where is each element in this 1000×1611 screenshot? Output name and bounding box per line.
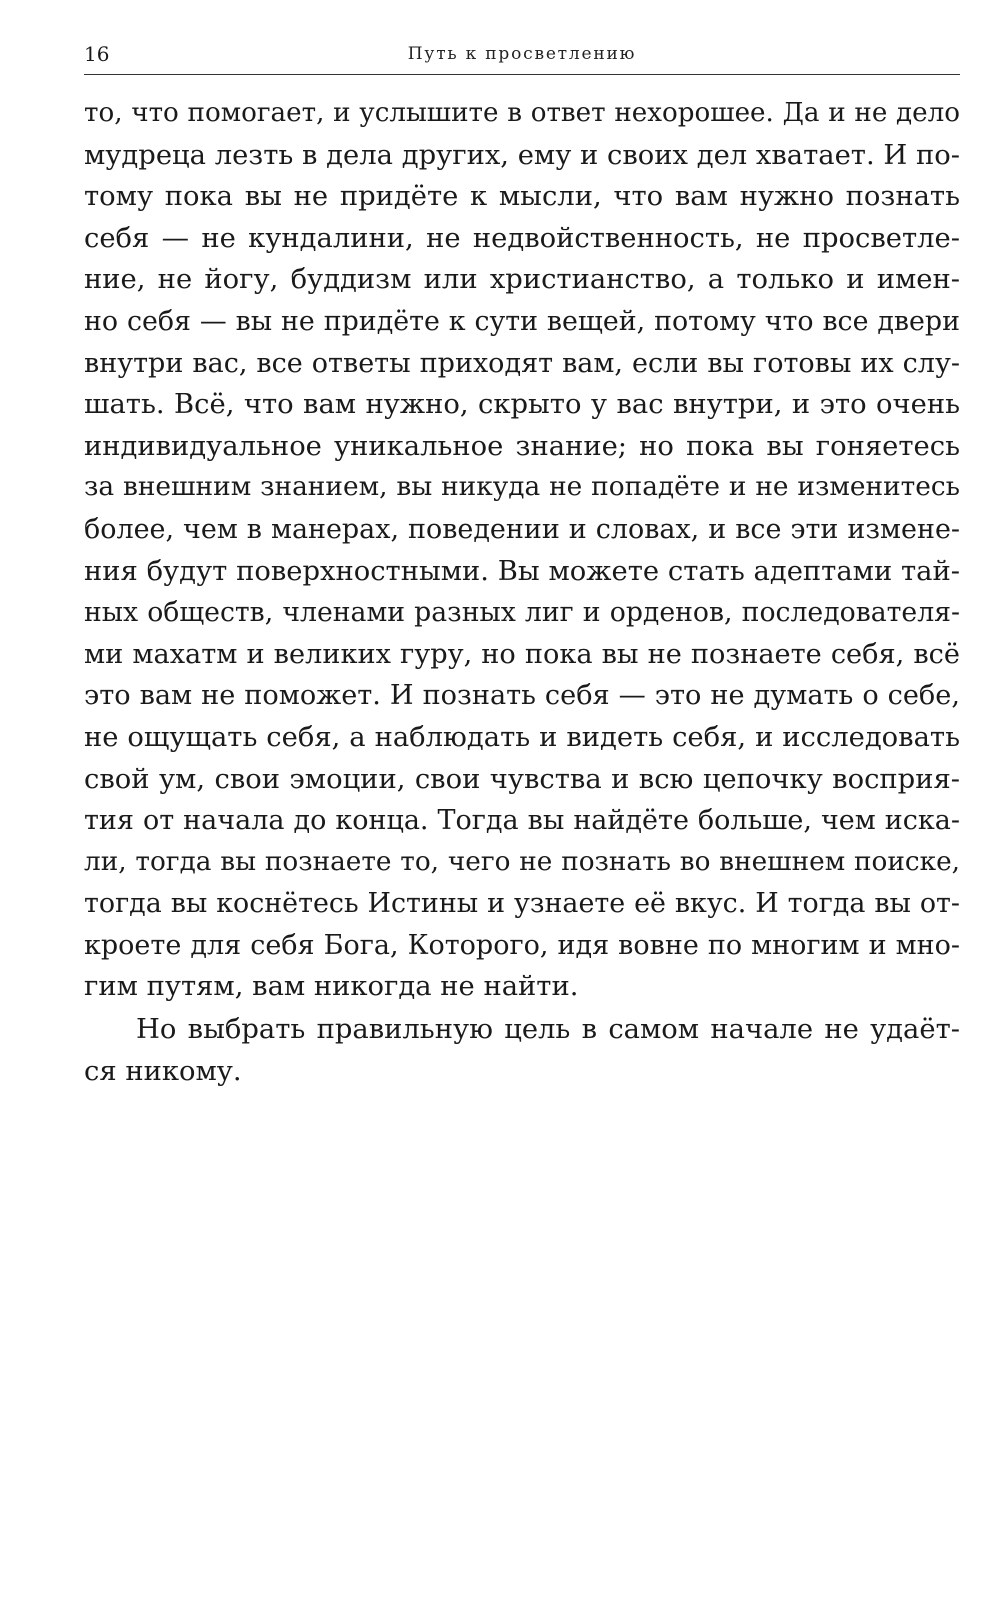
text-line: себя — не кундалини, не недвойственность, не просветле-	[84, 222, 960, 254]
text-line: кроете для себя Бога, Которого, идя вовне по многим и мно-	[84, 929, 960, 961]
text-line: тогда вы коснётесь Истины и узнаете её вкус. И тогда вы от-	[84, 888, 960, 920]
running-header	[84, 40, 960, 75]
text-line: то, что помогает, и услышите в ответ нехорошее. Да и не дело	[84, 98, 960, 128]
text-line: но себя — вы не придёте к сути вещей, потому что все двери	[84, 305, 960, 337]
text-line: индивидуальное уникальное знание; но пока вы гоняетесь	[84, 430, 960, 462]
text-line: ми махатм и великих гуру, но пока вы не познаете себя, всё	[84, 638, 960, 670]
paragraph-2	[84, 1009, 960, 1092]
text-line: ние, не йогу, буддизм или христианство, а только и имен-	[84, 264, 960, 296]
text-line: гим путям, вам никогда не найти.	[84, 971, 579, 1003]
page-number: 16	[84, 42, 110, 66]
text-line: внутри вас, все ответы приходят вам, если вы готовы их слу-	[84, 347, 960, 379]
text-line: ся никому.	[84, 1055, 242, 1087]
text-line: тому пока вы не придёте к мысли, что вам нужно познать	[84, 181, 960, 213]
text-line: ния будут поверхностными. Вы можете стать адептами тай-	[84, 555, 960, 587]
text-line: ли, тогда вы познаете то, чего не познать во внешнем поиске,	[84, 846, 960, 877]
text-line: не ощущать себя, а наблюдать и видеть себя, и исследовать	[84, 721, 960, 753]
paragraph-1	[84, 93, 960, 1008]
text-line: это вам не поможет. И познать себя — это не думать о себе,	[84, 680, 960, 712]
text-line: шать. Всё, что вам нужно, скрыто у вас внутри, и это очень	[84, 389, 960, 421]
running-title: Путь к просветлению	[407, 44, 637, 64]
text-line: тия от начала до конца. Тогда вы найдёте больше, чем иска-	[84, 805, 960, 837]
text-line: Но выбрать правильную цель в самом начале не удаёт-	[136, 1014, 960, 1046]
text-line: свой ум, свои эмоции, свои чувства и всю цепочку восприя-	[84, 763, 960, 795]
text-line: более, чем в манерах, поведении и словах, и все эти измене-	[84, 513, 960, 545]
text-line: мудреца лезть в дела других, ему и своих дел хватает. И по-	[84, 139, 960, 171]
body-text	[84, 93, 960, 1092]
text-line: за внешним знанием, вы никуда не попадёте и не изменитесь	[84, 472, 960, 503]
text-line: ных обществ, членами разных лиг и орденов, последователя-	[84, 597, 960, 629]
